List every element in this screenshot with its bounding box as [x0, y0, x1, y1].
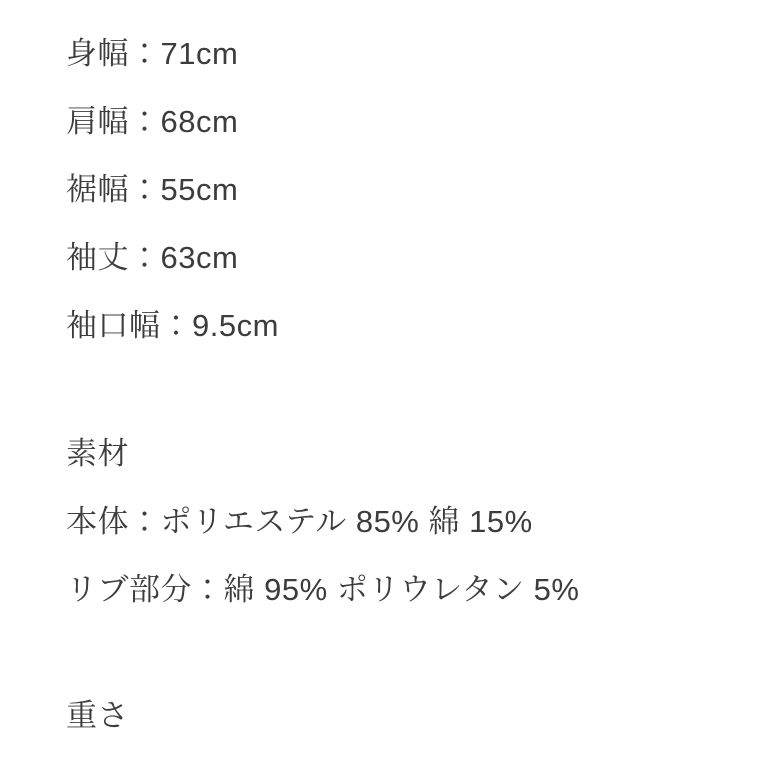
measurement-item-sleeve-length: 袖丈：63cm: [66, 240, 239, 275]
weight-section-heading: 重さ: [66, 698, 129, 733]
weight-section: [66, 682, 731, 750]
material-line-rib: リブ部分：綿 95% ポリウレタン 5%: [66, 572, 580, 607]
material-section: [66, 420, 731, 624]
measurement-item-cuff-width: 袖口幅：9.5cm: [66, 308, 279, 343]
measurement-item-shoulder-width: 肩幅：68cm: [66, 104, 239, 139]
measurement-list: [66, 20, 731, 360]
material-section-heading: 素材: [66, 436, 129, 471]
measurement-item-body-width: 身幅：71cm: [66, 36, 239, 71]
material-line-body: 本体：ポリエステル 85% 綿 15%: [66, 504, 533, 539]
measurement-item-hem-width: 裾幅：55cm: [66, 172, 239, 207]
